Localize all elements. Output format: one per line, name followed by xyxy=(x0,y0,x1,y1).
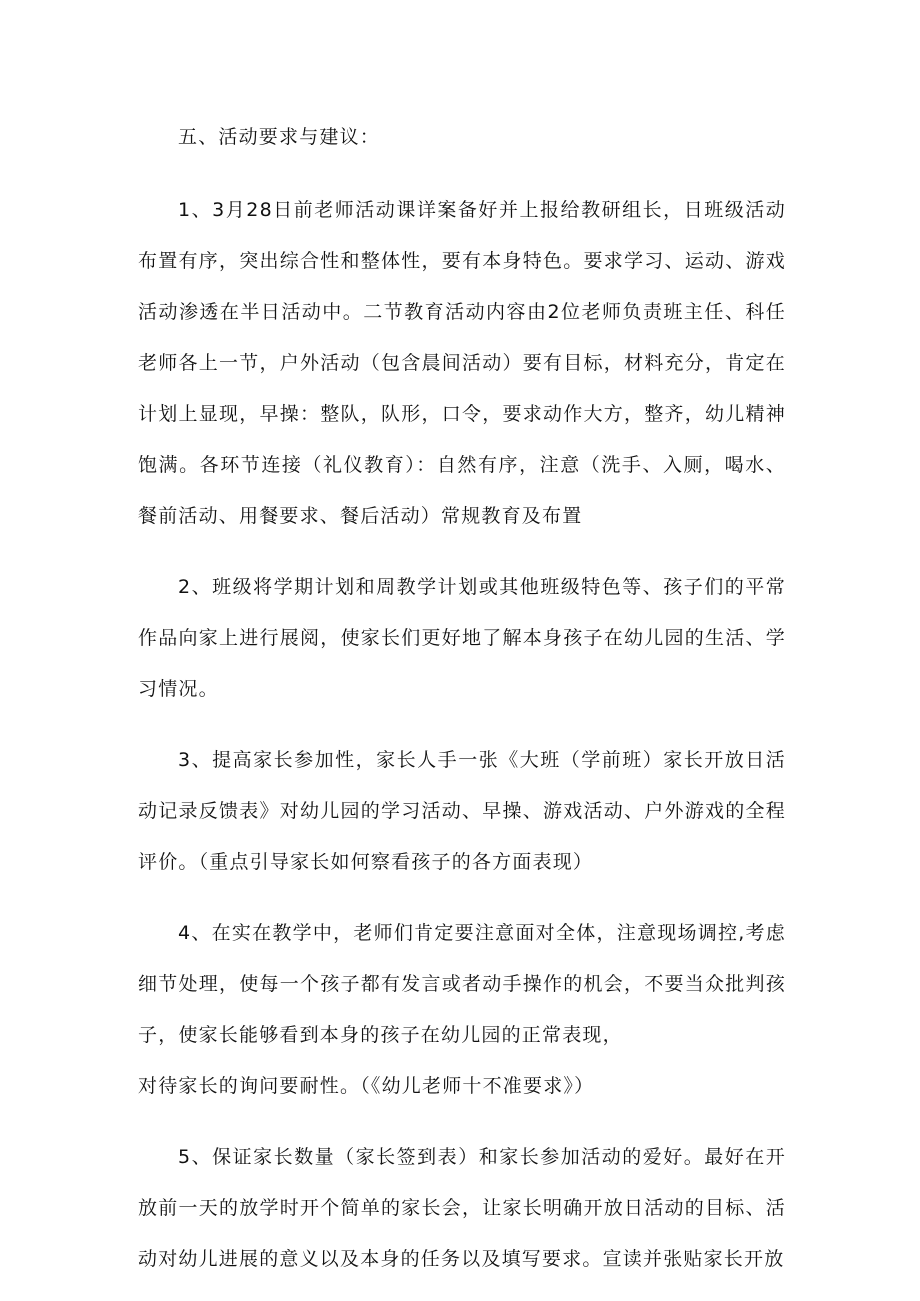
paragraph-4-continuation: 对待家长的询问要耐性。（《幼儿老师十不准要求》） xyxy=(138,1075,595,1097)
paragraph-1: 1、3月28日前老师活动课详案备好并上报给教研组长，日班级活动布置有序，突出综合性和整体性，要有本身特色。要求学习、运动、游戏活动渗透在半日活动中。二节教育活动内容由2位老师负责班主任、科任老师各上一节，户外活动（包含晨间活动）要有目标，材料充分，肯定在计划上显现，早操：整队，队形，口令，要求动作大方，整齐，幼儿精神饱满。各环节连接（礼仪教育）：自然有序，注意（洗手、入厕，喝水、餐前活动、用餐要求、餐后活动）常规教育及布置 xyxy=(138,199,786,527)
paragraph-3: 3、提高家长参加性，家长人手一张《大班（学前班）家长开放日活动记录反馈表》对幼儿园的学习活动、早操、游戏活动、户外游戏的全程评价。（重点引导家长如何察看孩子的各方面表现） xyxy=(138,749,786,873)
section-heading: 五、活动要求与建议： xyxy=(178,126,381,148)
paragraph-5: 5、保证家长数量（家长签到表）和家长参加活动的爱好。最好在开放前一天的放学时开个简单的家长会，让家长明确开放日活动的目标、活动对幼儿进展的意义以及本身的任务以及填写要求。宣读并张贴家长开放 xyxy=(138,1146,786,1270)
paragraph-2: 2、班级将学期计划和周教学计划或其他班级特色等、孩子们的平常作品向家上进行展阅，使家长们更好地了解本身孩子在幼儿园的生活、学习情况。 xyxy=(138,576,786,700)
document-body xyxy=(138,112,786,1285)
paragraph-4: 4、在实在教学中，老师们肯定要注意面对全体，注意现场调控,考虑细节处理，使每一个孩子都有发言或者动手操作的机会，不要当众批判孩子，使家长能够看到本身的孩子在幼儿园的正常表现， xyxy=(138,922,786,1046)
